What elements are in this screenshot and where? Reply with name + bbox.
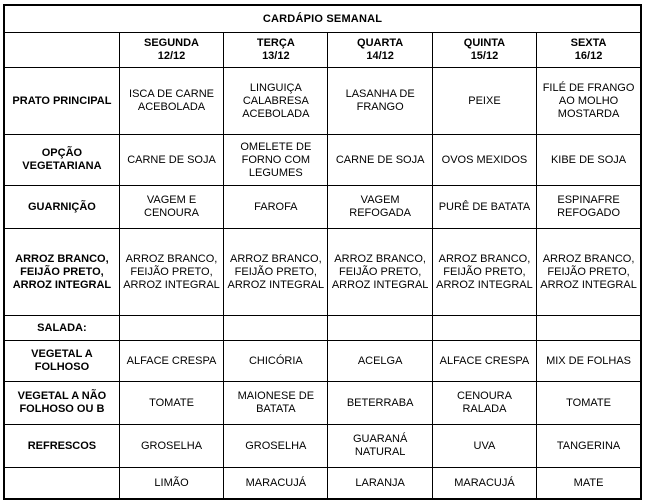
table-row	[4, 186, 641, 229]
cell-vegetal-nao-folhoso-terca: MAIONESE DE BATATA	[224, 382, 328, 425]
cell-arroz-feijao-quinta: ARROZ BRANCO, FEIJÃO PRETO, ARROZ INTEGRAL	[432, 229, 536, 316]
cell-refrescos2-terca: MARACUJÁ	[224, 468, 328, 500]
cell-salada-terca	[224, 316, 328, 341]
day-header-terca	[224, 33, 328, 68]
table-row	[4, 425, 641, 468]
cell-prato-principal-segunda: ISCA DE CARNE ACEBOLADA	[119, 68, 223, 135]
cell-opcao-vegetariana-quinta: OVOS MEXIDOS	[432, 135, 536, 186]
cell-refrescos-terca: GROSELHA	[224, 425, 328, 468]
day-name-terca: TERÇA	[256, 37, 295, 49]
cell-vegetal-nao-folhoso-sexta: TOMATE	[537, 382, 641, 425]
header-corner-cell	[4, 33, 119, 68]
cell-arroz-feijao-quarta: ARROZ BRANCO, FEIJÃO PRETO, ARROZ INTEGRAL	[328, 229, 432, 316]
day-date-segunda: 12/12	[157, 50, 186, 62]
table-header-row	[4, 33, 641, 68]
cell-refrescos-segunda: GROSELHA	[119, 425, 223, 468]
cell-salada-segunda	[119, 316, 223, 341]
cell-refrescos2-quinta: MARACUJÁ	[432, 468, 536, 500]
cell-salada-sexta	[537, 316, 641, 341]
day-header-sexta	[537, 33, 641, 68]
cell-prato-principal-quarta: LASANHA DE FRANGO	[328, 68, 432, 135]
day-header-quinta	[432, 33, 536, 68]
cell-vegetal-folhoso-quinta: ALFACE CRESPA	[432, 341, 536, 382]
cell-arroz-feijao-segunda: ARROZ BRANCO, FEIJÃO PRETO, ARROZ INTEGRAL	[119, 229, 223, 316]
cell-vegetal-nao-folhoso-segunda: TOMATE	[119, 382, 223, 425]
cell-guarnicao-quinta: PURÊ DE BATATA	[432, 186, 536, 229]
cell-refrescos-quarta: GUARANÁ NATURAL	[328, 425, 432, 468]
day-name-quinta: QUINTA	[463, 37, 506, 49]
day-date-quarta: 14/12	[366, 50, 394, 62]
row-label-refrescos: REFRESCOS	[4, 425, 119, 468]
day-date-quinta: 15/12	[470, 50, 499, 62]
cell-guarnicao-quarta: VAGEM REFOGADA	[328, 186, 432, 229]
row-label-prato-principal: PRATO PRINCIPAL	[4, 68, 119, 135]
cell-vegetal-folhoso-quarta: ACELGA	[328, 341, 432, 382]
cell-vegetal-nao-folhoso-quinta: CENOURA RALADA	[432, 382, 536, 425]
table-row	[4, 382, 641, 425]
cell-prato-principal-quinta: PEIXE	[432, 68, 536, 135]
row-label-vegetal-folhoso: VEGETAL A FOLHOSO	[4, 341, 119, 382]
cell-salada-quinta	[432, 316, 536, 341]
day-header-segunda	[119, 33, 223, 68]
cell-refrescos2-segunda: LIMÃO	[119, 468, 223, 500]
cell-vegetal-folhoso-terca: CHICÓRIA	[224, 341, 328, 382]
cell-opcao-vegetariana-terca: OMELETE DE FORNO COM LEGUMES	[224, 135, 328, 186]
table-row	[4, 135, 641, 186]
cell-guarnicao-segunda: VAGEM E CENOURA	[119, 186, 223, 229]
cell-opcao-vegetariana-quarta: CARNE DE SOJA	[328, 135, 432, 186]
cell-refrescos-sexta: TANGERINA	[537, 425, 641, 468]
cell-refrescos-quinta: UVA	[432, 425, 536, 468]
cell-arroz-feijao-terca: ARROZ BRANCO, FEIJÃO PRETO, ARROZ INTEGRAL	[224, 229, 328, 316]
cell-salada-quarta	[328, 316, 432, 341]
cell-refrescos2-sexta: MATE	[537, 468, 641, 500]
day-name-quarta: QUARTA	[357, 37, 404, 49]
day-date-terca: 13/12	[262, 50, 290, 62]
table-row	[4, 68, 641, 135]
table-row	[4, 341, 641, 382]
row-label-opcao-vegetariana: OPÇÃO VEGETARIANA	[4, 135, 119, 186]
day-date-sexta: 16/12	[574, 50, 603, 62]
table-title-row	[4, 5, 641, 33]
page-title: CARDÁPIO SEMANAL	[4, 5, 641, 33]
row-label-arroz-feijao: ARROZ BRANCO, FEIJÃO PRETO, ARROZ INTEGRAL	[4, 229, 119, 316]
cell-vegetal-nao-folhoso-quarta: BETERRABA	[328, 382, 432, 425]
day-name-segunda: SEGUNDA	[144, 37, 200, 49]
cell-prato-principal-terca: LINGUIÇA CALABRESA ACEBOLADA	[224, 68, 328, 135]
table-row	[4, 468, 641, 500]
day-name-sexta: SEXTA	[570, 37, 607, 49]
cell-guarnicao-terca: FAROFA	[224, 186, 328, 229]
table-row	[4, 229, 641, 316]
cell-opcao-vegetariana-sexta: KIBE DE SOJA	[537, 135, 641, 186]
row-label-refrescos-segundo	[4, 468, 119, 500]
weekly-menu-table	[3, 4, 642, 500]
day-header-quarta	[328, 33, 432, 68]
cell-opcao-vegetariana-segunda: CARNE DE SOJA	[119, 135, 223, 186]
cell-guarnicao-sexta: ESPINAFRE REFOGADO	[537, 186, 641, 229]
cell-vegetal-folhoso-segunda: ALFACE CRESPA	[119, 341, 223, 382]
table-row	[4, 316, 641, 341]
cell-arroz-feijao-sexta: ARROZ BRANCO, FEIJÃO PRETO, ARROZ INTEGRAL	[537, 229, 641, 316]
cell-refrescos2-quarta: LARANJA	[328, 468, 432, 500]
cell-prato-principal-sexta: FILÉ DE FRANGO AO MOLHO MOSTARDA	[537, 68, 641, 135]
row-label-salada: SALADA:	[4, 316, 119, 341]
row-label-guarnicao: GUARNIÇÃO	[4, 186, 119, 229]
row-label-vegetal-nao-folhoso: VEGETAL A NÃO FOLHOSO OU B	[4, 382, 119, 425]
cell-vegetal-folhoso-sexta: MIX DE FOLHAS	[537, 341, 641, 382]
